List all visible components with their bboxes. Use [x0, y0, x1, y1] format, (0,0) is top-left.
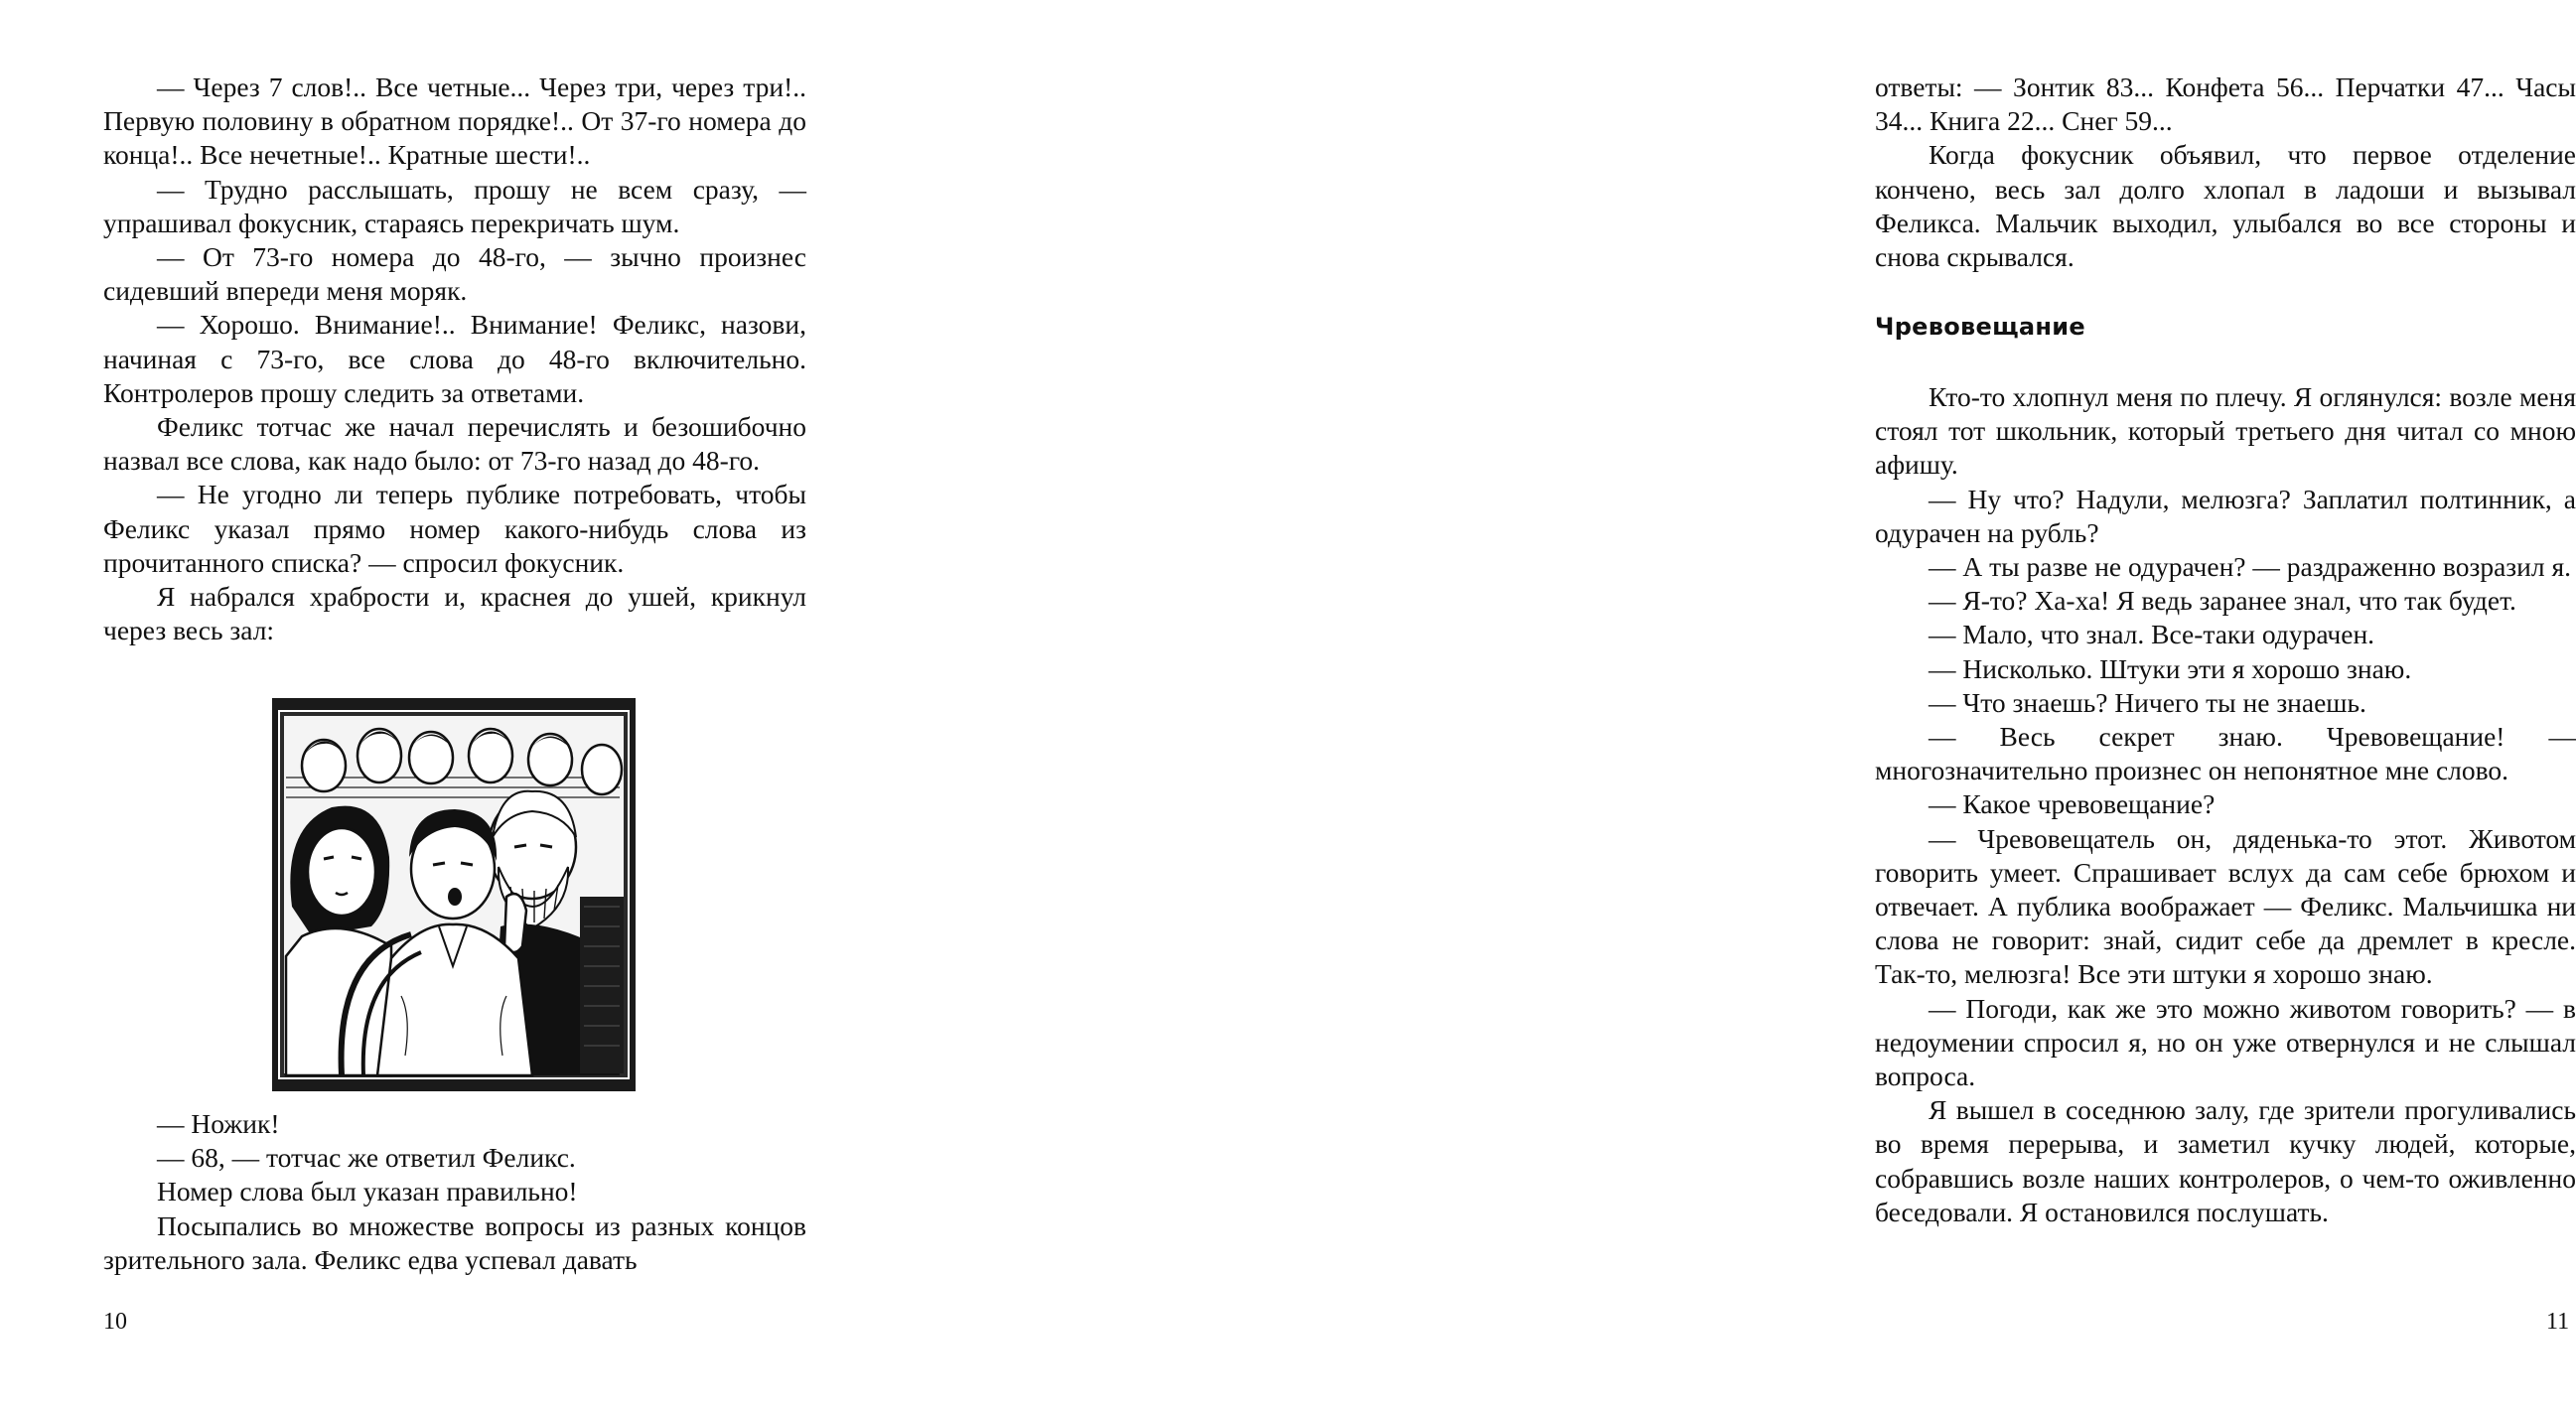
- paragraph: Номер слова был указан правильно!: [157, 1176, 578, 1207]
- paragraph: — 68, — тотчас же ответил Феликс.: [157, 1142, 576, 1174]
- paragraph: Кто-то хлопнул меня по плечу. Я оглянулся: возле меня стоял тот школьник, который третьего дня читал со мною афишу.: [1875, 381, 2576, 481]
- paragraph: — Ножик!: [157, 1108, 280, 1139]
- section-heading: Чревовещание: [1875, 313, 2085, 341]
- paragraph: Когда фокусник объявил, что первое отделение кончено, весь зал долго хлопал в ладоши и вызывал Феликса. Мальчик выходил, улыбался во все стороны и снова скрывался.: [1875, 139, 2576, 273]
- paragraph: — Чревовещатель он, дяденька-то этот. Животом говорить умеет. Спрашивает вслух да сам себе брюхом и отвечает. А публика воображает — Феликс. Мальчишка ни слова не говорит: знай, сидит себе да дремлет в кресле. Так-то, мелюзга! Все эти штуки я хорошо знаю.: [1875, 822, 2576, 990]
- left-page: [0, 0, 894, 1418]
- right-page: [894, 0, 2576, 1418]
- page-number: 10: [103, 1309, 127, 1335]
- left-text-bottom: [103, 1107, 806, 1277]
- paragraph: — Через 7 слов!.. Все четные... Через три, через три!.. Первую половину в обратном порядке!.. От 37-го номера до конца!.. Все нечетные!.. Кратные шести!..: [103, 71, 806, 171]
- paragraph: Я набрался храбрости и, краснея до ушей, крикнул через весь зал:: [103, 581, 806, 646]
- right-text-bottom: [1875, 380, 2576, 1229]
- paragraph: — Мало, что знал. Все-таки одурачен.: [1929, 619, 2375, 650]
- paragraph: ответы: — Зонтик 83... Конфета 56... Перчатки 47... Часы 34... Книга 22... Снег 59...: [1875, 71, 2576, 137]
- paragraph: — Ну что? Надули, мелюзга? Заплатил полтинник, а одурачен на рубль?: [1875, 483, 2576, 548]
- section-heading-block: [1875, 310, 2576, 344]
- paragraph: — Что знаешь? Ничего ты не знаешь.: [1929, 686, 2366, 718]
- paragraph: — Какое чревовещание?: [1929, 788, 2216, 820]
- paragraph: — Погоди, как же это можно животом говорить? — в недоумении спросил я, но он уже отвернулся и не слышал вопроса.: [1875, 992, 2576, 1092]
- paragraph: — Хорошо. Внимание!.. Внимание! Феликс, назови, начиная с 73-го, все слова до 48-го включительно. Контролеров прошу следить за ответами.: [103, 309, 806, 408]
- audience-illustration: [272, 698, 636, 1091]
- paragraph: — От 73-го номера до 48-го, — зычно произнес сидевший впереди меня моряк.: [103, 241, 806, 307]
- paragraph: — А ты разве не одурачен? — раздраженно возразил я.: [1929, 551, 2572, 583]
- paragraph: Я вышел в соседнюю залу, где зрители прогуливались во время перерыва, и заметил кучку людей, которые, собравшись возле наших контролеров, о чем-то оживленно беседовали. Я остановился послушать.: [1875, 1094, 2576, 1227]
- paragraph: — Не угодно ли теперь публике потребовать, чтобы Феликс указал прямо номер какого-нибудь слова из прочитанного списка? — спросил фокусник.: [103, 479, 806, 578]
- paragraph: — Я-то? Ха-ха! Я ведь заранее знал, что так будет.: [1929, 585, 2516, 617]
- right-text-top: [1875, 71, 2576, 274]
- page-number: 11: [2546, 1309, 2570, 1335]
- left-text-top: [103, 71, 806, 647]
- paragraph: Феликс тотчас же начал перечислять и безошибочно назвал все слова, как надо было: от 73-го назад до 48-го.: [103, 411, 806, 477]
- paragraph: — Нисколько. Штуки эти я хорошо знаю.: [1929, 652, 2412, 684]
- paragraph: — Трудно расслышать, прошу не всем сразу, — упрашивал фокусник, стараясь перекричать шум.: [103, 173, 806, 238]
- paragraph: — Весь секрет знаю. Чревовещание! — многозначительно произнес он непонятное мне слово.: [1875, 721, 2576, 786]
- paragraph: Посыпались во множестве вопросы из разных концов зрительного зала. Феликс едва успевал давать: [103, 1209, 806, 1275]
